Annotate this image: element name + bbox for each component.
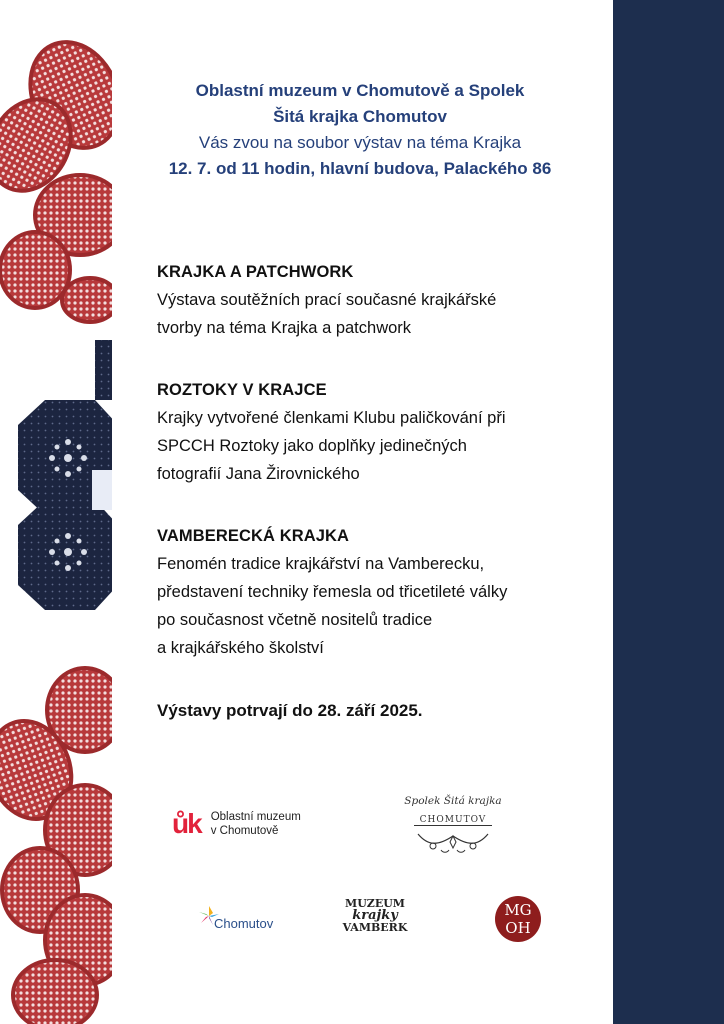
section-title: ROZTOKY V KRAJCE (157, 381, 327, 399)
section-text-line: po současnost včetně nositelů tradice (157, 611, 433, 629)
spolek-logo-line2: CHOMUTOV (414, 815, 493, 826)
header-invite-line: Vás zvou na soubor výstav na téma Krajka (198, 133, 522, 152)
uk-logo-line2: v Chomutově (210, 825, 279, 837)
navy-side-band (613, 0, 724, 1024)
lace-petals-bottom (0, 668, 112, 1024)
logo-mgoh (495, 896, 541, 942)
uk-logo-line1: Oblastní muzeum (210, 811, 301, 823)
section-title: KRAJKA A PATCHWORK (157, 263, 354, 281)
section-text-line: Výstava soutěžních prací současné krajkářské (157, 291, 497, 309)
lace-decoration (0, 0, 112, 1024)
vamberk-logo-line3: VAMBERK (342, 921, 408, 934)
uk-logo-mark: ůk (172, 808, 201, 839)
closing-date: Výstavy potrvají do 28. září 2025. (157, 701, 423, 720)
patchwork-octagons (18, 340, 112, 610)
header-organizer-line1: Oblastní muzeum v Chomutově a Spolek (195, 81, 525, 100)
section-vamberecka (157, 522, 607, 662)
invitation-header (110, 78, 610, 182)
section-text-line: tvorby na téma Krajka a patchwork (157, 319, 412, 337)
mgoh-logo-line1: MG (504, 901, 532, 919)
section-title: VAMBERECKÁ KRAJKA (157, 527, 350, 545)
header-date-place: 12. 7. od 11 hodin, hlavní budova, Palackého 86 (168, 159, 552, 178)
header-organizer-line2: Šitá krajka Chomutov (273, 107, 447, 126)
spolek-ornament-icon (413, 826, 493, 856)
lace-petals-top (0, 27, 112, 322)
vamberk-logo-line1: MUZEUM (345, 897, 405, 910)
chomutov-logo-text: Chomutov (214, 916, 274, 931)
section-krajka-patchwork (157, 258, 607, 342)
section-text-line: představení techniky řemesla od třicetileté války (157, 583, 508, 601)
spolek-logo-line1: Spolek Šitá krajka (404, 795, 502, 807)
logo-spolek-sita-krajka (398, 795, 508, 860)
logo-muzeum-krajky-vamberk (332, 898, 418, 934)
section-text-line: Krajky vytvořené členkami Klubu paličkování při (157, 409, 506, 427)
vamberk-logo-line2: krajky (352, 908, 398, 923)
mgoh-logo-line2: OH (505, 919, 531, 937)
logo-oblastni-muzeum (172, 808, 301, 840)
logo-chomutov (198, 905, 274, 931)
section-roztoky (157, 376, 607, 488)
section-text-line: SPCCH Roztoky jako doplňky jedinečných (157, 437, 467, 455)
section-text-line: fotografií Jana Žirovnického (157, 465, 360, 483)
section-text-line: Fenomén tradice krajkářství na Vamberecku, (157, 555, 485, 573)
section-text-line: a krajkářského školství (157, 639, 324, 657)
